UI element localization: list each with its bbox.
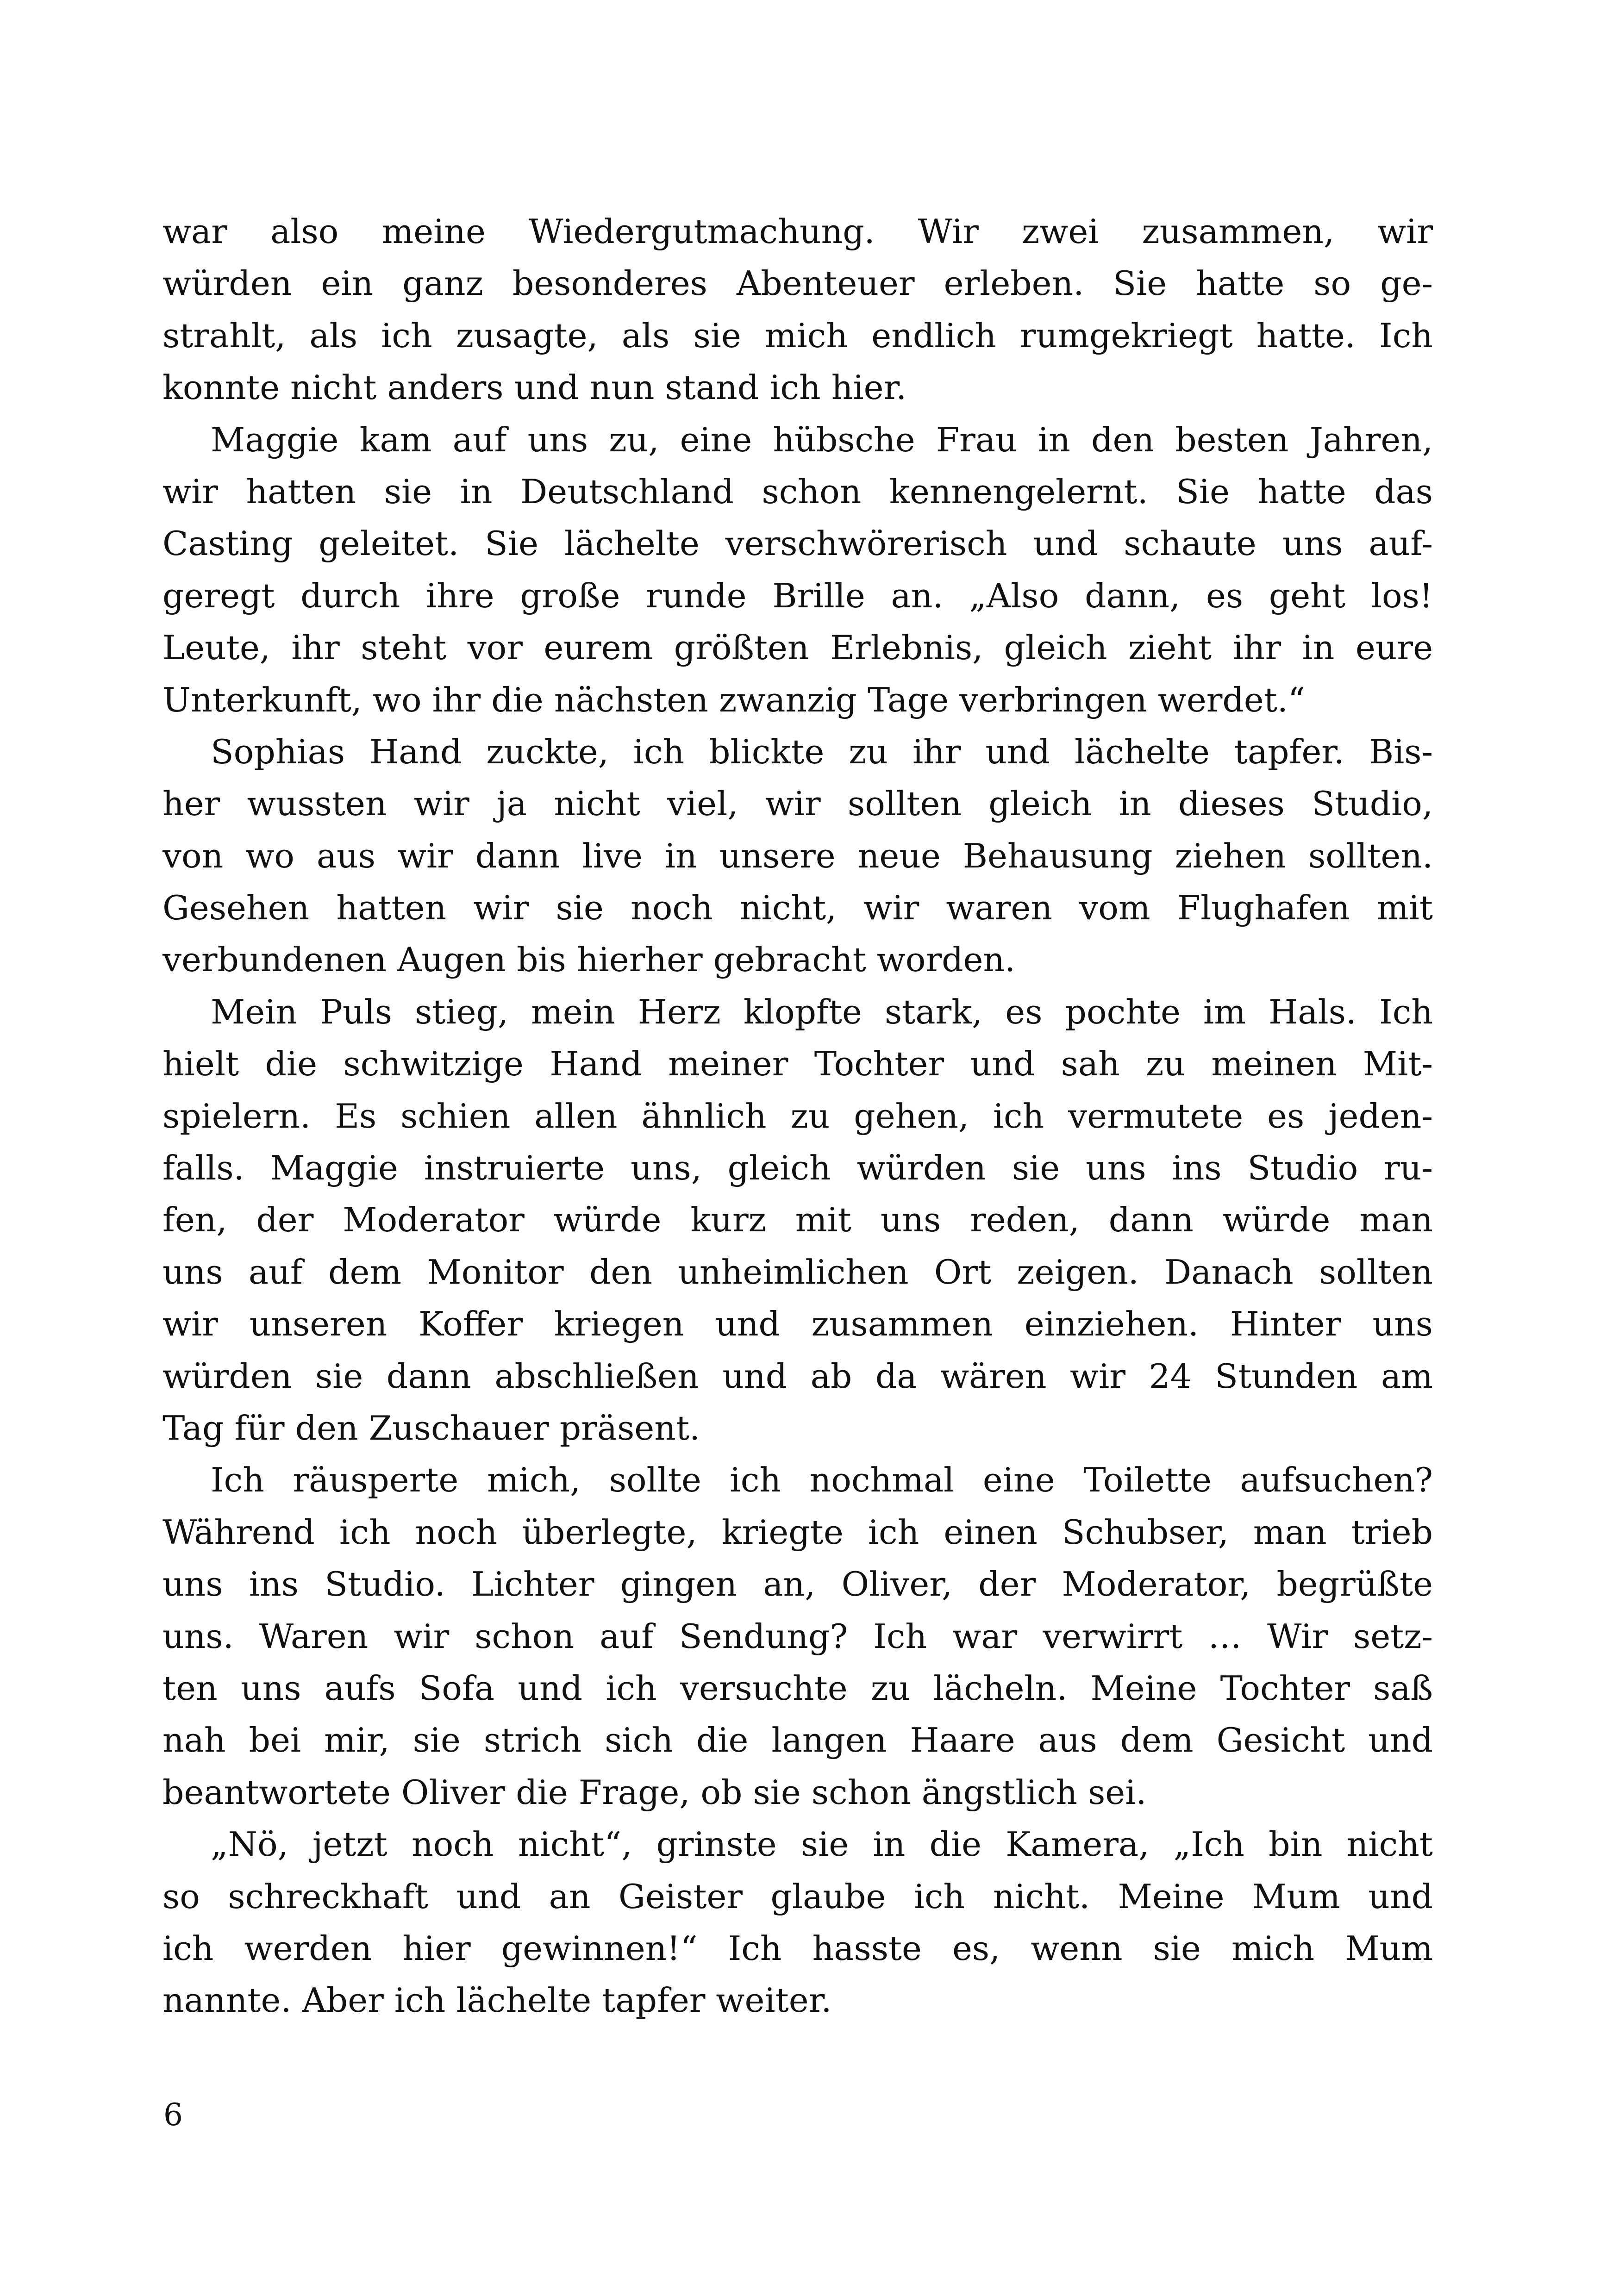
text-line: ten uns aufs Sofa und ich versuchte zu lächeln. Meine Tochter saß — [163, 1669, 1433, 1708]
text-line: Während ich noch überlegte, kriegte ich einen Schubser, man trieb — [163, 1513, 1433, 1552]
text-line: von wo aus wir dann live in unsere neue Behausung ziehen sollten. — [163, 836, 1433, 876]
text-line: verbundenen Augen bis hierher gebracht worden. — [163, 941, 1016, 980]
paragraph — [163, 726, 1433, 986]
text-line: geregt durch ihre große runde Brille an. „Also dann, es geht los! — [163, 576, 1433, 616]
text-line: uns. Waren wir schon auf Sendung? Ich war verwirrt … Wir setz- — [163, 1617, 1433, 1656]
body-text — [163, 206, 1433, 2027]
text-line: uns ins Studio. Lichter gingen an, Oliver, der Moderator, begrüßte — [163, 1565, 1433, 1604]
text-line: strahlt, als ich zusagte, als sie mich endlich rumgekriegt hatte. Ich — [163, 316, 1433, 356]
paragraph — [163, 206, 1433, 414]
text-line: uns auf dem Monitor den unheimlichen Ort zeigen. Danach sollten — [163, 1253, 1433, 1292]
text-line: nannte. Aber ich lächelte tapfer weiter. — [163, 1981, 832, 2021]
text-line: würden sie dann abschließen und ab da wären wir 24 Stunden am — [163, 1357, 1433, 1396]
text-line: spielern. Es schien allen ähnlich zu gehen, ich vermutete es jeden- — [163, 1097, 1433, 1136]
paragraph — [163, 1454, 1433, 1819]
text-line: „Nö, jetzt noch nicht“, grinste sie in die Kamera, „Ich bin nicht — [211, 1825, 1433, 1865]
text-line: würden ein ganz besonderes Abenteuer erleben. Sie hatte so ge- — [163, 264, 1433, 304]
text-line: Ich räusperte mich, sollte ich nochmal eine Toilette aufsuchen? — [211, 1461, 1433, 1500]
paragraph — [163, 1819, 1433, 2027]
text-line: Mein Puls stieg, mein Herz klopfte stark, es pochte im Hals. Ich — [211, 992, 1433, 1032]
page-number: 6 — [163, 2097, 183, 2133]
text-line: wir hatten sie in Deutschland schon kennengelernt. Sie hatte das — [163, 472, 1433, 512]
text-line: her wussten wir ja nicht viel, wir sollten gleich in dieses Studio, — [163, 785, 1433, 824]
text-line: konnte nicht anders und nun stand ich hier. — [163, 368, 907, 408]
text-line: Tag für den Zuschauer präsent. — [163, 1409, 700, 1448]
text-line: Sophias Hand zuckte, ich blickte zu ihr und lächelte tapfer. Bis- — [211, 732, 1433, 772]
text-line: falls. Maggie instruierte uns, gleich würden sie uns ins Studio ru- — [163, 1149, 1433, 1188]
text-line: beantwortete Oliver die Frage, ob sie schon ängstlich sei. — [163, 1773, 1147, 1812]
text-line: so schreckhaft und an Geister glaube ich nicht. Meine Mum und — [163, 1877, 1433, 1916]
text-line: Gesehen hatten wir sie noch nicht, wir waren vom Flughafen mit — [163, 889, 1433, 928]
text-line: nah bei mir, sie strich sich die langen Haare aus dem Gesicht und — [163, 1721, 1433, 1760]
text-line: hielt die schwitzige Hand meiner Tochter und sah zu meinen Mit- — [163, 1045, 1433, 1084]
text-line: Casting geleitet. Sie lächelte verschwörerisch und schaute uns auf- — [163, 524, 1433, 564]
text-line: wir unseren Koffer kriegen und zusammen einziehen. Hinter uns — [163, 1305, 1433, 1344]
paragraph — [163, 414, 1433, 726]
text-line: ich werden hier gewinnen!“ Ich hasste es, wenn sie mich Mum — [163, 1929, 1433, 1968]
text-line: fen, der Moderator würde kurz mit uns reden, dann würde man — [163, 1201, 1433, 1240]
text-line: war also meine Wiedergutmachung. Wir zwei zusammen, wir — [163, 212, 1433, 251]
text-line: Maggie kam auf uns zu, eine hübsche Frau in den besten Jahren, — [211, 420, 1433, 460]
paragraph — [163, 986, 1433, 1455]
text-line: Leute, ihr steht vor eurem größten Erlebnis, gleich zieht ihr in eure — [163, 629, 1433, 668]
text-line: Unterkunft, wo ihr die nächsten zwanzig Tage verbringen werdet.“ — [163, 680, 1305, 720]
